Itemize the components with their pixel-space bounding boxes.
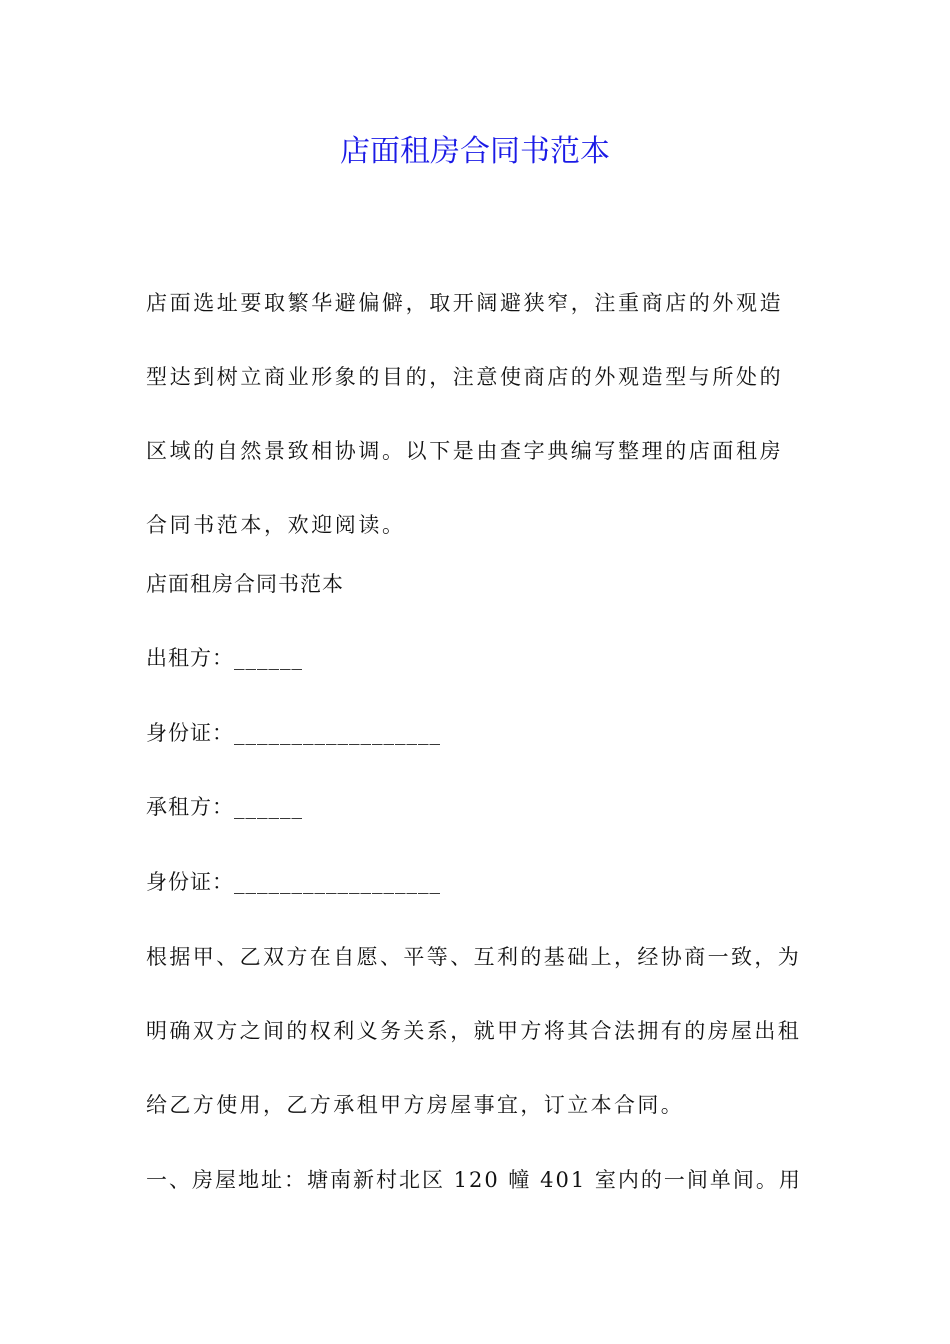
lessee-field: 承租方：______ bbox=[146, 795, 303, 819]
lessor-id-field: 身份证：__________________ bbox=[146, 721, 441, 745]
lessor-field: 出租方：______ bbox=[146, 646, 303, 670]
clause-house-address: 一、房屋地址：塘南新村北区 120 幢 401 室内的一间单间。用 bbox=[146, 1168, 802, 1192]
intro-paragraph: 店面选址要取繁华避偏僻，取开阔避狭窄，注重商店的外观造型达到树立商业形象的目的，注意使商店的外观造型与所处的区域的自然景致相协调。以下是由查字典编写整理的店面租房合同书范本，欢迎阅读。 bbox=[146, 291, 784, 537]
lessee-id-field: 身份证：__________________ bbox=[146, 870, 441, 894]
document-title: 店面租房合同书范本 bbox=[340, 134, 610, 169]
basis-paragraph: 根据甲、乙双方在自愿、平等、互利的基础上，经协商一致，为明确双方之间的权利义务关系，就甲方将其合法拥有的房屋出租给乙方使用，乙方承租甲方房屋事宜，订立本合同。 bbox=[146, 945, 802, 1117]
contract-subtitle: 店面租房合同书范本 bbox=[146, 572, 344, 596]
